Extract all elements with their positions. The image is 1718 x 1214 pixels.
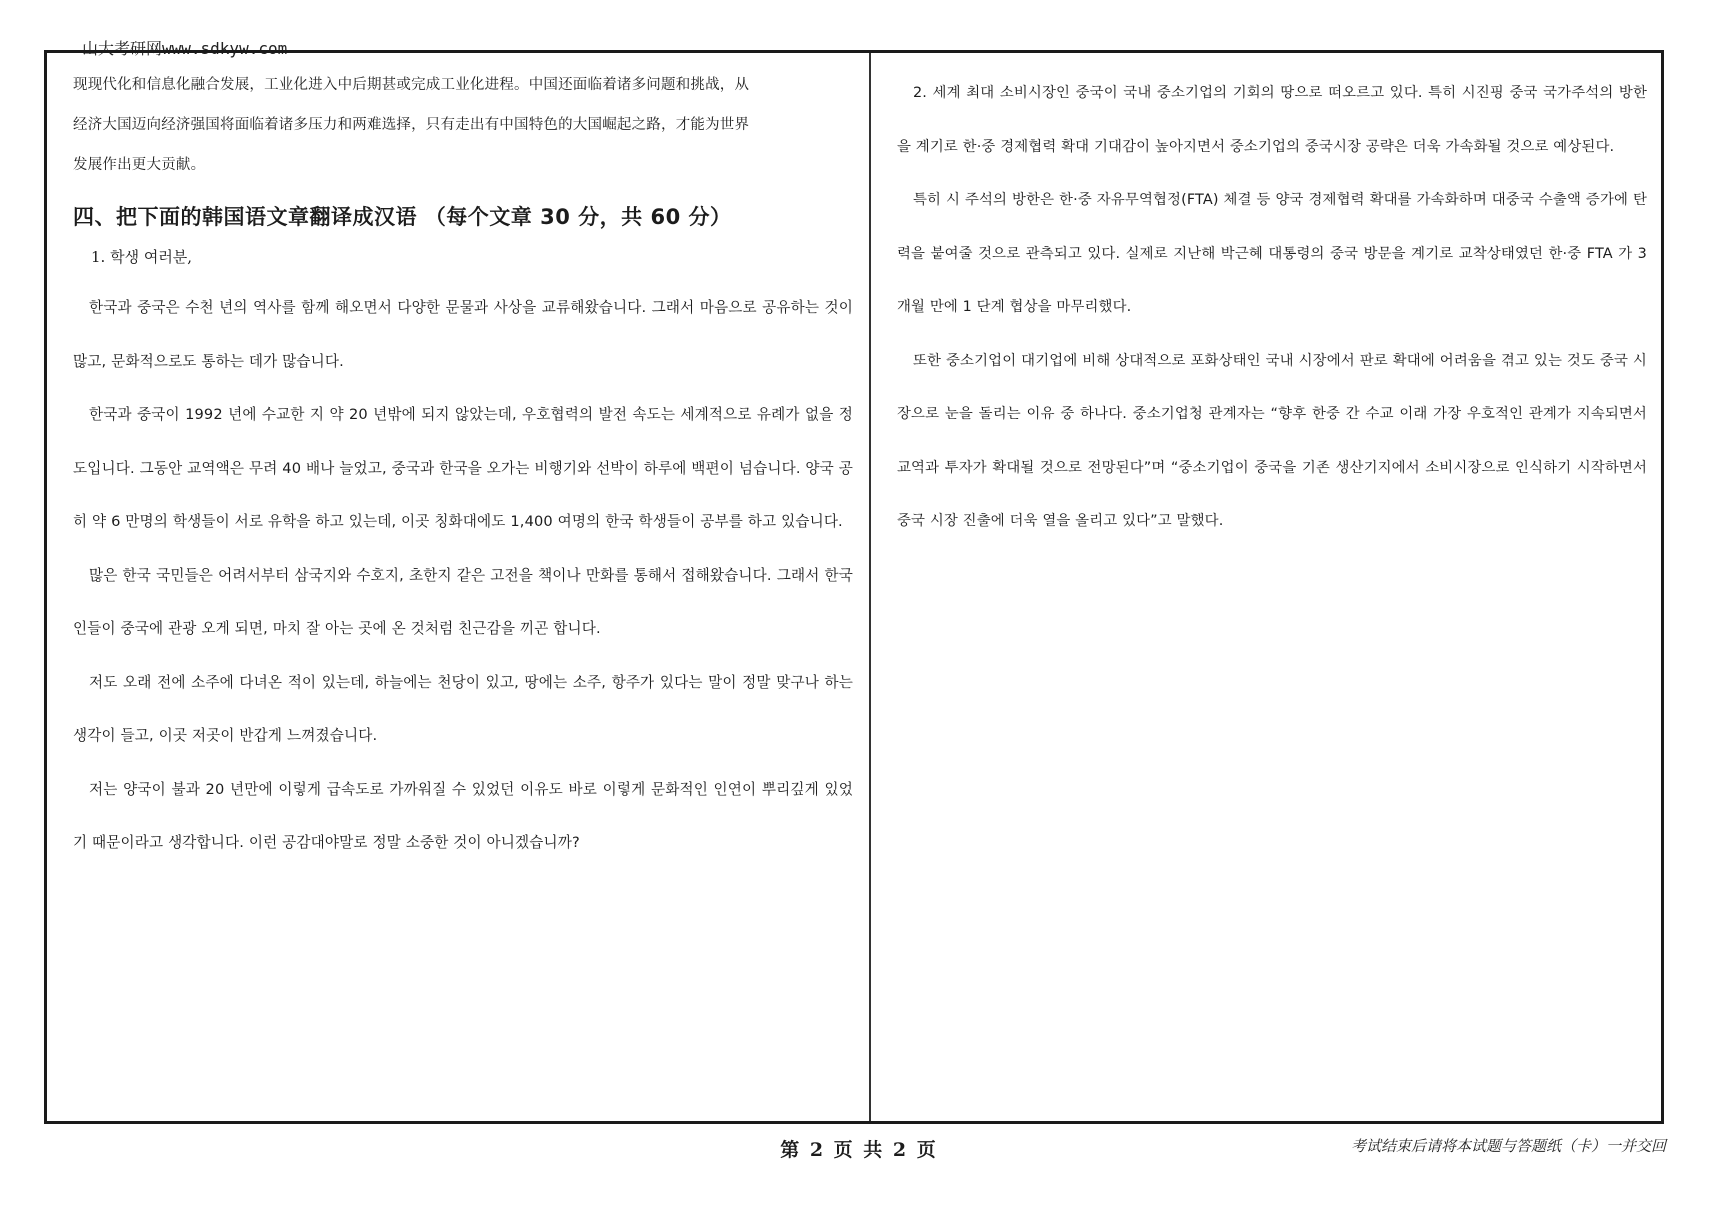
intro-line: 发展作出更大贡献。 — [73, 157, 206, 173]
passage-2-paragraph: 특히 시 주석의 방한은 한·중 자유무역협정(FTA) 체결 등 양국 경제협력 확대를 가속화하며 대중국 수출액 증가에 탄력을 붙여줄 것으로 관측되고 있다. 실제로 지난해 박근혜 대통령의 중국 방문을 계기로 교착상태였던 한·중 FTA 가 3 개월 만에 1 단계 협상을 마무리했다. — [897, 192, 1647, 315]
passage-1-paragraph: 한국과 중국이 1992 년에 수교한 지 약 20 년밖에 되지 않았는데, 우호협력의 발전 속도는 세계적으로 유례가 없을 정도입니다. 그동안 교역액은 무려 40 배나 늘었고, 중국과 한국을 오가는 비행기와 선박이 하루에 백편이 넘습니다. 양국 공히 약 6 만명의 학생들이 서로 유학을 하고 있는데, 이곳 칭화대에도 1,400 여명의 한국 학생들이 공부를 하고 있습니다. — [73, 406, 853, 530]
intro-line: 经济大国迈向经济强国将面临着诸多压力和两难选择，只有走出有中国特色的大国崛起之路，才能为世界 — [73, 117, 750, 133]
exam-sheet-frame — [44, 50, 1664, 1124]
passage-1-heading: 1. 학생 여러분, — [91, 248, 193, 266]
passage-2-paragraph: 2. 세계 최대 소비시장인 중국이 국내 중소기업의 기회의 땅으로 떠오르고 있다. 특히 시진핑 중국 국가주석의 방한을 계기로 한·중 경제협력 확대 기대감이 높아지면서 중소기업의 중국시장 공략은 더욱 가속화될 것으로 예상된다. — [897, 85, 1647, 155]
return-instruction-note: 考试结束后请将本试题与答题纸（卡）一并交回 — [1350, 1137, 1666, 1155]
left-column — [47, 53, 871, 1121]
passage-1-paragraph: 저도 오래 전에 소주에 다녀온 적이 있는데, 하늘에는 천당이 있고, 땅에는 소주, 항주가 있다는 말이 정말 맞구나 하는 생각이 들고, 이곳 저곳이 반갑게 느껴졌습니다. — [73, 673, 853, 744]
passage-1-paragraph: 많은 한국 국민들은 어려서부터 삼국지와 수호지, 초한지 같은 고전을 책이나 만화를 통해서 접해왔습니다. 그래서 한국인들이 중국에 관광 오게 되면, 마치 잘 아는 곳에 온 것처럼 친근감을 끼곤 합니다. — [73, 566, 853, 637]
intro-text — [73, 65, 853, 185]
right-column — [871, 53, 1661, 1121]
page-indicator: 第 2 页 共 2 页 — [780, 1139, 938, 1161]
passage-2-paragraph: 또한 중소기업이 대기업에 비해 상대적으로 포화상태인 국내 시장에서 판로 확대에 어려움을 겪고 있는 것도 중국 시장으로 눈을 돌리는 이유 중 하나다. 중소기업청 관계자는 “향후 한중 간 수교 이래 가장 우호적인 관계가 지속되면서 교역과 투자가 확대될 것으로 전망된다”며 “중소기업이 중국을 기존 생산기지에서 소비시장으로 인식하기 시작하면서 중국 시장 진출에 더욱 열을 올리고 있다”고 말했다. — [897, 352, 1647, 529]
site-header: 山大考研网www.sdkyw.com — [82, 39, 288, 58]
passage-1-paragraph: 저는 양국이 불과 20 년만에 이렇게 급속도로 가까워질 수 있었던 이유도 바로 이렇게 문화적인 인연이 뿌리깊게 있었기 때문이라고 생각합니다. 이런 공감대야말로 정말 소중한 것이 아니겠습니까? — [73, 780, 853, 851]
passage-1-paragraph: 한국과 중국은 수천 년의 역사를 함께 해오면서 다양한 문물과 사상을 교류해왔습니다. 그래서 마음으로 공유하는 것이 많고, 문화적으로도 통하는 데가 많습니다. — [73, 299, 853, 370]
intro-line: 现现代化和信息化融合发展，工业化进入中后期甚或完成工业化进程。中国还面临着诸多问题和挑战，从 — [73, 77, 750, 93]
section-title: 四、把下面的韩国语文章翻译成汉语 （每个文章 30 分，共 60 分） — [73, 205, 732, 229]
